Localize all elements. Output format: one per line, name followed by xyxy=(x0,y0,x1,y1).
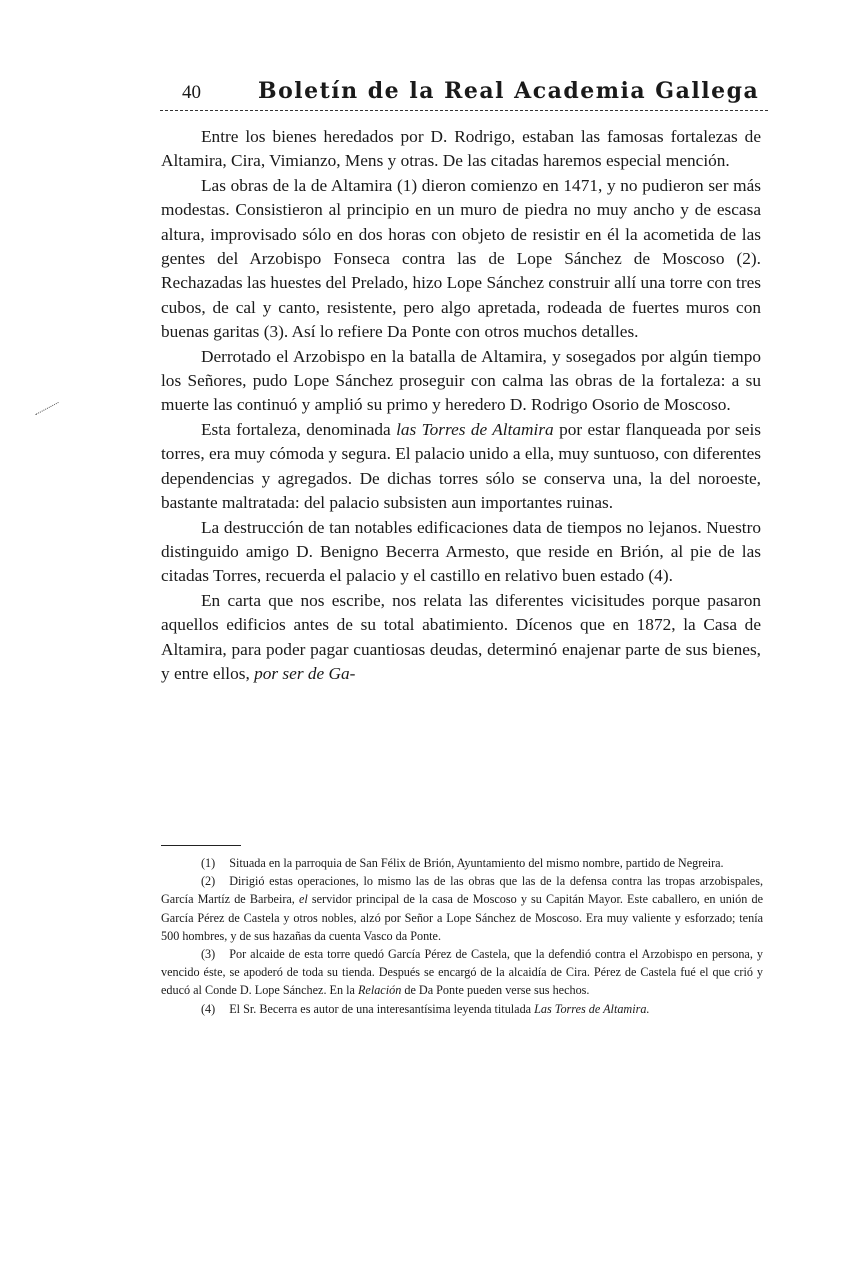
footnote-1 xyxy=(161,854,763,872)
italic-text: por ser de Ga- xyxy=(254,663,356,683)
italic-title: Relación xyxy=(357,983,402,998)
footnote-mark: (4) xyxy=(201,1001,216,1016)
footnote-mark: (3) xyxy=(201,947,216,962)
header-rule xyxy=(160,110,768,111)
body-text xyxy=(161,125,761,686)
footnote-2 xyxy=(161,872,763,945)
text: por estar flanqueada por seis torres, era muy cómoda y segura. El palacio unido a ella, muy suntuoso, con diferentes dependencias y agregados. De dichas torres sólo se conserva una, la del noroeste, bastante maltratada: del palacio subsisten aun importantes ruinas. xyxy=(161,419,761,513)
footnote-3 xyxy=(161,945,763,1000)
italic-title: Las Torres de Altamira. xyxy=(534,1001,650,1016)
paragraph: Derrotado el Arzobispo en la batalla de Altamira, y sosegados por algún tiempo los Señores, pudo Lope Sánchez proseguir con calma las obras de la fortaleza: a su muerte las continuó y amplió su primo y heredero D. Rodrigo Osorio de Moscoso. xyxy=(161,346,761,415)
page-header xyxy=(160,78,762,108)
footnote-text: El Sr. Becerra es autor de una interesantísima leyenda titulada xyxy=(229,1001,535,1016)
paragraph: Entre los bienes heredados por D. Rodrigo, estaban las famosas fortalezas de Altamira, Cira, Vimianzo, Mens y otras. De las citadas haremos especial mención. xyxy=(161,127,761,171)
paragraph xyxy=(161,589,761,687)
running-title: Boletín de la Real Academia Gallega xyxy=(258,78,760,104)
footnotes xyxy=(161,854,763,1018)
page-number: 40 xyxy=(182,82,201,103)
text: Esta fortaleza, denominada xyxy=(201,419,397,439)
italic-title: las Torres de Altamira xyxy=(396,419,554,439)
paragraph xyxy=(161,418,761,516)
footnote-mark: (2) xyxy=(201,874,216,889)
footnote-text: Situada en la parroquia de San Félix de Brión, Ayuntamiento del mismo nombre, partido de Negreira. xyxy=(229,856,724,870)
paragraph: Las obras de la de Altamira (1) dieron comienzo en 1471, y no pudieron ser más modestas. Consistieron al principio en un muro de piedra no muy ancho y de escasa altura, improvisado sólo en dos horas con objeto de resistir en él la acometida de las gentes del Arzobispo Fonseca contra las de Lope Sánchez de Moscoso (2). Rechazadas las huestes del Prelado, hizo Lope Sánchez construir allí una torre con tres cubos, de cal y canto, resistente, pero algo apretada, rodeada de fuertes muros con buenas garitas (3). Así lo refiere Da Ponte con otros muchos detalles. xyxy=(161,175,761,342)
footnote-mark: (1) xyxy=(201,856,216,870)
footnote-text: Dirigió estas operaciones, lo mismo las de las obras que las de la defensa contra las tropas arzobispales, García Martíz de Barbeira, xyxy=(161,874,763,907)
footnote-rule xyxy=(161,845,241,846)
text: En carta que nos escribe, nos relata las diferentes vicisitudes porque pasaron aquellos edificios antes de su total abatimiento. Dícenos que en 1872, la Casa de Altamira, para poder pagar cuantiosas deudas, determinó enajenar parte de sus bienes, y entre ellos, xyxy=(161,590,761,683)
italic-text: el xyxy=(298,892,308,907)
footnote-text: servidor principal de la casa de Moscoso y su Capitán Mayor. Este caballero, en unión de García Pérez de Castela y otros nobles, alzó por Señor a Lope Sánchez de Moscoso. Era muy valiente y esforzado; tenía 500 hombres, y de sus hazañas da cuenta Vasco da Ponte. xyxy=(161,892,764,943)
paragraph: La destrucción de tan notables edificaciones data de tiempos no lejanos. Nuestro distinguido amigo D. Benigno Becerra Armesto, que reside en Brión, al pie de las citadas Torres, recuerda el palacio y el castillo en relativo buen estado (4). xyxy=(161,517,761,586)
footnote-text: Por alcaide de esta torre quedó García Pérez de Castela, que la defendió contra el Arzobispo en persona, y vencido éste, se apoderó de toda su tienda. Después se encargó de la alcaidía de Cira. Pérez de Castela fué el que crió y educó al Conde D. Lope Sánchez. En la xyxy=(161,947,763,998)
footnote-text: de Da Ponte pueden verse sus hechos. xyxy=(401,983,590,998)
footnote-4 xyxy=(161,1000,763,1018)
scan-mark xyxy=(35,402,58,415)
